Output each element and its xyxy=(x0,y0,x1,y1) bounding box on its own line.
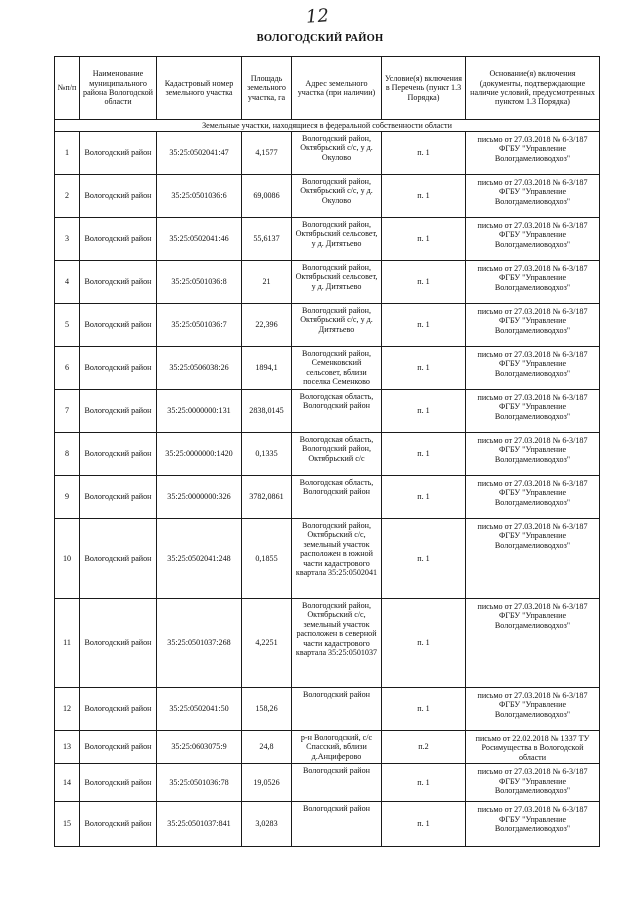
cell-district: Вологодский район xyxy=(80,599,157,688)
cell-cadastral-number: 35:25:0502041:46 xyxy=(157,218,242,261)
cell-condition: п. 1 xyxy=(382,476,466,519)
cell-district: Вологодский район xyxy=(80,802,157,847)
cell-district: Вологодский район xyxy=(80,218,157,261)
cell-area: 22,396 xyxy=(242,304,292,347)
cell-number: 1 xyxy=(55,132,80,175)
handwritten-page-number: 12 xyxy=(305,5,330,28)
cell-basis: письмо от 27.03.2018 № 6-3/187 ФГБУ "Управление Вологдамелиоводхоз" xyxy=(466,347,600,390)
table-row xyxy=(55,731,600,764)
cell-cadastral-number: 35:25:0502041:248 xyxy=(157,519,242,599)
cell-number: 10 xyxy=(55,519,80,599)
cell-basis: письмо от 27.03.2018 № 6-3/187 ФГБУ "Управление Вологдамелиоводхоз" xyxy=(466,599,600,688)
header-address: Адрес земельного участка (при наличии) xyxy=(292,57,382,120)
cell-condition: п. 1 xyxy=(382,132,466,175)
table-row xyxy=(55,519,600,599)
table-header-row xyxy=(55,57,600,120)
cell-district: Вологодский район xyxy=(80,731,157,764)
cell-condition: п. 1 xyxy=(382,304,466,347)
cell-area: 24,8 xyxy=(242,731,292,764)
cell-basis: письмо от 27.03.2018 № 6-3/187 ФГБУ "Управление Вологдамелиоводхоз" xyxy=(466,218,600,261)
cell-cadastral-number: 35:25:0000000:326 xyxy=(157,476,242,519)
table-row xyxy=(55,390,600,433)
cell-number: 13 xyxy=(55,731,80,764)
cell-address: Вологодский район xyxy=(292,688,382,731)
cell-address: Вологодский район, Октябрьский с/с, у д. Окулово xyxy=(292,175,382,218)
cell-district: Вологодский район xyxy=(80,132,157,175)
cell-address: Вологодская область, Вологодский район xyxy=(292,476,382,519)
table-row xyxy=(55,175,600,218)
table-row xyxy=(55,132,600,175)
cell-number: 7 xyxy=(55,390,80,433)
cell-district: Вологодский район xyxy=(80,347,157,390)
cell-number: 8 xyxy=(55,433,80,476)
cell-cadastral-number: 35:25:0603075:9 xyxy=(157,731,242,764)
cell-district: Вологодский район xyxy=(80,519,157,599)
cell-district: Вологодский район xyxy=(80,433,157,476)
cell-area: 158,26 xyxy=(242,688,292,731)
cell-number: 15 xyxy=(55,802,80,847)
table-row xyxy=(55,218,600,261)
table-row xyxy=(55,688,600,731)
cell-condition: п. 1 xyxy=(382,347,466,390)
cell-cadastral-number: 35:25:0501036:78 xyxy=(157,764,242,802)
cell-address: Вологодский район, Октябрьский с/с, у д. Дитятьево xyxy=(292,304,382,347)
cell-area: 21 xyxy=(242,261,292,304)
table-row xyxy=(55,599,600,688)
land-plots-table xyxy=(54,56,600,847)
cell-area: 0,1335 xyxy=(242,433,292,476)
cell-area: 2838,0145 xyxy=(242,390,292,433)
cell-basis: письмо от 27.03.2018 № 6-3/187 ФГБУ "Управление Вологдамелиоводхоз" xyxy=(466,304,600,347)
cell-basis: письмо от 27.03.2018 № 6-3/187 ФГБУ "Управление Вологдамелиоводхоз" xyxy=(466,132,600,175)
table-row xyxy=(55,764,600,802)
cell-address: р-н Вологодский, с/с Спасский, вблизи д.Анциферово xyxy=(292,731,382,764)
cell-condition: п.2 xyxy=(382,731,466,764)
cell-cadastral-number: 35:25:0502041:50 xyxy=(157,688,242,731)
cell-cadastral-number: 35:25:0501037:268 xyxy=(157,599,242,688)
cell-cadastral-number: 35:25:0501037:841 xyxy=(157,802,242,847)
cell-basis: письмо от 27.03.2018 № 6-3/187 ФГБУ "Управление Вологдамелиоводхоз" xyxy=(466,390,600,433)
cell-cadastral-number: 35:25:0506038:26 xyxy=(157,347,242,390)
cell-number: 11 xyxy=(55,599,80,688)
cell-district: Вологодский район xyxy=(80,688,157,731)
cell-cadastral-number: 35:25:0502041:47 xyxy=(157,132,242,175)
cell-address: Вологодская область, Вологодский район xyxy=(292,390,382,433)
table-row xyxy=(55,347,600,390)
cell-district: Вологодский район xyxy=(80,764,157,802)
cell-basis: письмо от 27.03.2018 № 6-3/187 ФГБУ "Управление Вологдамелиоводхоз" xyxy=(466,476,600,519)
header-district: Наименование муниципального района Вологодской области xyxy=(80,57,157,120)
cell-condition: п. 1 xyxy=(382,802,466,847)
cell-number: 5 xyxy=(55,304,80,347)
section-title: Земельные участки, находящиеся в федеральной собственности области xyxy=(55,120,600,132)
cell-address: Вологодский район, Октябрьский с/с, земельный участок расположен в южной части кадастрового квартала 35:25:0502041 xyxy=(292,519,382,599)
cell-condition: п. 1 xyxy=(382,175,466,218)
cell-condition: п. 1 xyxy=(382,261,466,304)
cell-cadastral-number: 35:25:0000000:1420 xyxy=(157,433,242,476)
cell-cadastral-number: 35:25:0000000:131 xyxy=(157,390,242,433)
cell-cadastral-number: 35:25:0501036:8 xyxy=(157,261,242,304)
cell-area: 69,0086 xyxy=(242,175,292,218)
cell-address: Вологодский район xyxy=(292,764,382,802)
cell-area: 3,0283 xyxy=(242,802,292,847)
cell-condition: п. 1 xyxy=(382,433,466,476)
cell-condition: п. 1 xyxy=(382,599,466,688)
cell-basis: письмо от 22.02.2018 № 1337 ТУ Росимущества в Вологодской области xyxy=(466,731,600,764)
cell-area: 4,1577 xyxy=(242,132,292,175)
cell-district: Вологодский район xyxy=(80,304,157,347)
cell-number: 4 xyxy=(55,261,80,304)
cell-area: 1894,1 xyxy=(242,347,292,390)
table-row xyxy=(55,261,600,304)
header-basis: Основание(я) включения (документы, подтверждающие наличие условий, предусмотренных пунктом 1.3 Порядка) xyxy=(466,57,600,120)
cell-number: 3 xyxy=(55,218,80,261)
cell-basis: письмо от 27.03.2018 № 6-3/187 ФГБУ "Управление Вологдамелиоводхоз" xyxy=(466,764,600,802)
cell-area: 0,1855 xyxy=(242,519,292,599)
header-cadastral-number: Кадастровый номер земельного участка xyxy=(157,57,242,120)
cell-area: 4,2251 xyxy=(242,599,292,688)
cell-address: Вологодский район, Октябрьский с/с, земельный участок расположен в северной части кадастрового квартала 35:25:0501037 xyxy=(292,599,382,688)
table-row xyxy=(55,476,600,519)
cell-condition: п. 1 xyxy=(382,390,466,433)
cell-cadastral-number: 35:25:0501036:7 xyxy=(157,304,242,347)
cell-basis: письмо от 27.03.2018 № 6-3/187 ФГБУ "Управление Вологдамелиоводхоз" xyxy=(466,433,600,476)
cell-address: Вологодский район, Октябрьский сельсовет, у д. Дитятьево xyxy=(292,261,382,304)
section-row xyxy=(55,120,600,132)
table-row xyxy=(55,304,600,347)
cell-address: Вологодский район, Октябрьский с/с, у д. Окулово xyxy=(292,132,382,175)
cell-basis: письмо от 27.03.2018 № 6-3/187 ФГБУ "Управление Вологдамелиоводхоз" xyxy=(466,519,600,599)
cell-number: 6 xyxy=(55,347,80,390)
cell-basis: письмо от 27.03.2018 № 6-3/187 ФГБУ "Управление Вологдамелиоводхоз" xyxy=(466,261,600,304)
cell-condition: п. 1 xyxy=(382,688,466,731)
cell-number: 14 xyxy=(55,764,80,802)
cell-number: 2 xyxy=(55,175,80,218)
cell-basis: письмо от 27.03.2018 № 6-3/187 ФГБУ "Управление Вологдамелиоводхоз" xyxy=(466,802,600,847)
cell-condition: п. 1 xyxy=(382,764,466,802)
cell-address: Вологодский район xyxy=(292,802,382,847)
cell-basis: письмо от 27.03.2018 № 6-3/187 ФГБУ "Управление Вологдамелиоводхоз" xyxy=(466,175,600,218)
table-row xyxy=(55,433,600,476)
cell-area: 3782,0861 xyxy=(242,476,292,519)
header-condition: Условие(я) включения в Перечень (пункт 1.3 Порядка) xyxy=(382,57,466,120)
cell-district: Вологодский район xyxy=(80,476,157,519)
cell-number: 9 xyxy=(55,476,80,519)
table-row xyxy=(55,802,600,847)
cell-condition: п. 1 xyxy=(382,519,466,599)
cell-address: Вологодская область, Вологодский район, Октябрьский с/с xyxy=(292,433,382,476)
cell-basis: письмо от 27.03.2018 № 6-3/187 ФГБУ "Управление Вологдамелиоводхоз" xyxy=(466,688,600,731)
header-area: Площадь земельного участка, га xyxy=(242,57,292,120)
cell-address: Вологодский район, Семенковский сельсовет, вблизи поселка Семенково xyxy=(292,347,382,390)
cell-number: 12 xyxy=(55,688,80,731)
cell-district: Вологодский район xyxy=(80,390,157,433)
cell-condition: п. 1 xyxy=(382,218,466,261)
cell-district: Вологодский район xyxy=(80,175,157,218)
cell-area: 55,6137 xyxy=(242,218,292,261)
cell-district: Вологодский район xyxy=(80,261,157,304)
header-number: №п/п xyxy=(55,57,80,120)
cell-area: 19,0526 xyxy=(242,764,292,802)
page-title: ВОЛОГОДСКИЙ РАЙОН xyxy=(256,33,384,44)
cell-address: Вологодский район, Октябрьский сельсовет, у д. Дитятьево xyxy=(292,218,382,261)
cell-cadastral-number: 35:25:0501036:6 xyxy=(157,175,242,218)
